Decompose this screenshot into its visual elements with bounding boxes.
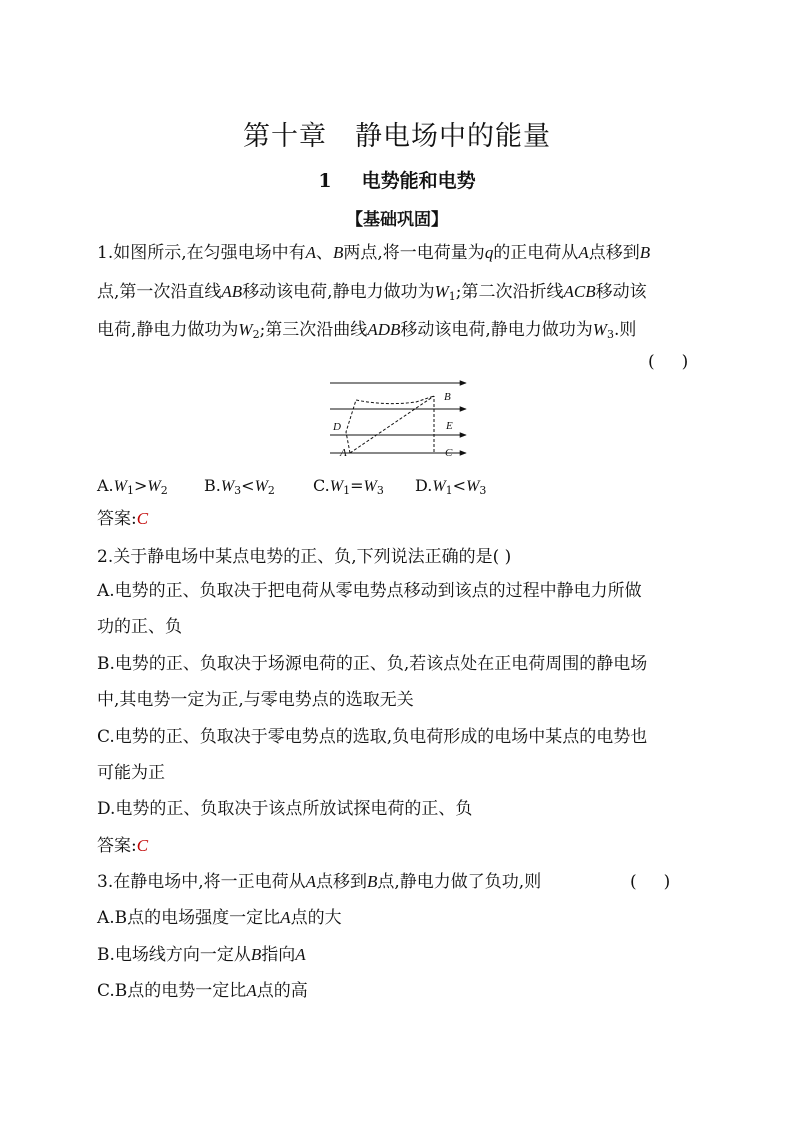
q1-stem-line1: 1.如图所示,在匀强电场中有A、B两点,将一电荷量为q的正电荷从A点移到B [97,243,651,263]
q2-option-b-line1: B.电势的正、负取决于场源电荷的正、负,若该点处在正电荷周围的静电场 [97,654,648,674]
q2-option-a-line2: 功的正、负 [97,617,182,637]
section-name: 电势能和电势 [361,170,476,192]
point-label-d: D [333,421,341,433]
q1-stem-line3: 电荷,静电力做功为$W_2$;第三次沿曲线ADB移动该电荷,静电力做功为$W_3$.则 [97,320,637,341]
point-label-c: C [445,447,453,459]
q2-option-c-line2: 可能为正 [97,763,165,783]
q2-option-d: D.电势的正、负取决于该点所放试探电荷的正、负 [97,799,473,819]
q3-option-b: B.电场线方向一定从B指向A [97,945,306,965]
q1-answer-label: 答案: [97,509,137,529]
category-heading: 【基础巩固】 [346,210,448,230]
q2-option-c-line1: C.电势的正、负取决于零电势点的选取,负电荷形成的电场中某点的电势也 [97,727,648,747]
chapter-number: 第十章 [243,121,327,152]
q1-electric-field-figure [326,376,472,460]
q3-answer-blank: ( ) [630,872,671,892]
q1-answer-blank: ( ) [648,352,689,372]
chapter-name: 静电场中的能量 [355,121,551,152]
q2-answer-value: C [136,836,149,855]
q2-option-b-line2: 中,其电势一定为正,与零电势点的选取无关 [97,690,414,710]
q1-option-d: $D.W_1<W_3$ [415,476,487,497]
q2-answer [97,834,148,858]
q1-answer-value: C [136,509,149,528]
q1-option-c: $C.W_1=W_3$ [313,476,384,497]
q3-stem: 3.在静电场中,将一正电荷从A点移到B点,静电力做了负功,则 [97,872,542,892]
point-label-b: B [444,391,451,403]
q1-answer [97,507,148,531]
q3-option-c: C.B点的电势一定比A点的高 [97,981,308,1001]
q1-stem-line2: 点,第一次沿直线AB移动该电荷,静电力做功为$W_1$;第二次沿折线ACB移动该 [97,282,647,303]
path-ab-straight [350,396,434,453]
point-label-e: E [446,420,453,432]
q2-option-a-line1: A.电势的正、负取决于把电荷从零电势点移动到该点的过程中静电力所做 [97,581,642,601]
section-title [0,166,794,193]
q3-option-a: A.B点的电场强度一定比A点的大 [97,908,342,928]
q1-option-b: $B.W_3<W_2$ [204,476,275,497]
point-label-a: A [340,447,347,459]
q2-stem: 2.关于静电场中某点电势的正、负,下列说法正确的是( ) [97,547,512,567]
section-number: 1 [318,170,332,192]
q1-option-a: $A.W_1>W_2$ [97,476,168,497]
q2-answer-label: 答案: [97,836,137,856]
chapter-title [0,114,794,153]
